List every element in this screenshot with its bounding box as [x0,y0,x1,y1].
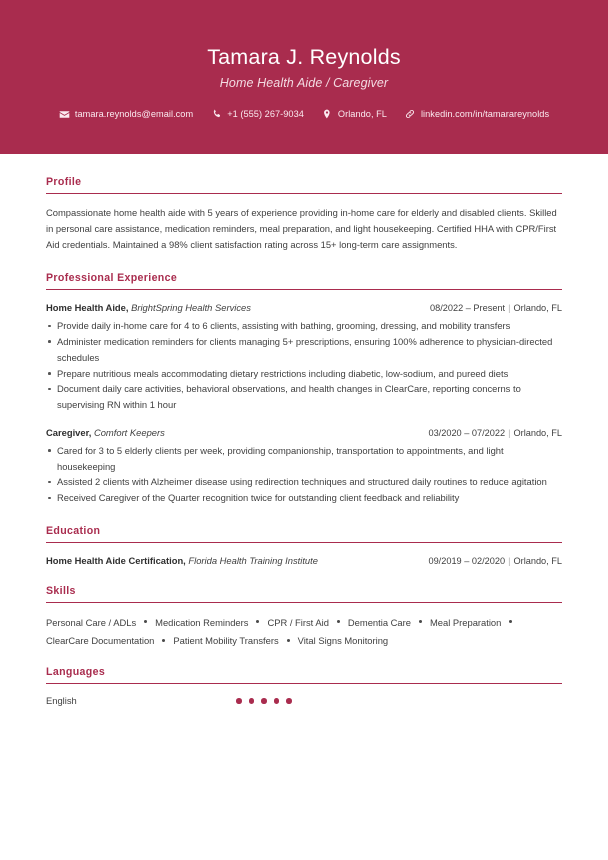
entry-organization: Florida Health Training Institute [188,554,318,566]
meta-separator: | [508,555,511,566]
contact-label: tamara.reynolds@email.com [74,109,194,120]
skill-item: Vital Signs Monitoring [297,635,389,647]
section-title-profile: Profile [46,175,82,188]
entry-bullet: Assisted 2 clients with Alzheimer disease using redirection techniques and structured daily routines to reduce agitation [46,474,562,490]
section-title-experience: Professional Experience [46,272,178,285]
phone-icon [211,109,222,120]
section-title-education: Education [46,524,101,537]
language-level-dot [261,698,267,704]
contact-item-phone[interactable] [202,109,313,120]
section-rule [46,289,562,290]
entry-location: Orlando, FL [513,427,562,438]
contact-item-envelope[interactable] [50,109,202,120]
entry-bullet: Provide daily in-home care for 4 to 6 clients, assisting with bathing, grooming, dressing, and mobility transfers [46,318,562,334]
section-education [46,525,562,569]
language-row [46,695,562,706]
skill-separator-dot [509,620,512,623]
entry-title-block [46,301,251,315]
entry-meta [428,427,562,441]
meta-separator: | [508,303,511,314]
spacer [46,506,562,525]
skill-item: Dementia Care [347,616,411,628]
language-level-dot [286,698,292,704]
contact-bar [0,109,608,120]
skill-item: Personal Care / ADLs [46,616,137,628]
entry-dates: 09/2019 – 02/2020 [428,555,506,566]
contact-item-link[interactable] [396,109,558,120]
contact-item-map-pin[interactable] [313,109,396,120]
spacer [46,569,562,585]
languages-list [46,695,562,706]
skill-separator-dot [256,620,259,623]
skill-item: Meal Preparation [429,616,502,628]
skill-item: Medication Reminders [155,616,249,628]
entry-location: Orlando, FL [513,303,562,314]
candidate-name: Tamara J. Reynolds [207,45,401,69]
language-level-dot [249,698,255,704]
experience-entry [46,301,562,413]
experience-entry [46,426,562,506]
skill-separator-dot [144,620,147,623]
language-name: English [46,695,77,707]
section-experience [46,272,562,506]
skill-separator-dot [419,620,422,623]
entry-role: Caregiver, [46,426,94,438]
entry-role: Home Health Aide Certification, [46,554,189,566]
section-rule [46,683,562,684]
entry-role: Home Health Aide, [46,302,132,314]
section-skills [46,585,562,651]
entry-meta [430,302,562,316]
entry-organization: Comfort Keepers [93,426,165,438]
skill-item: Patient Mobility Transfers [173,635,279,647]
entry-title-block [46,554,318,568]
spacer [46,253,562,272]
entry-bullet: Received Caregiver of the Quarter recognition twice for outstanding client feedback and reliability [46,490,562,506]
skill-item: ClearCare Documentation [46,635,155,647]
spacer [46,650,562,666]
map-pin-icon [322,109,333,120]
section-languages [46,666,562,706]
language-level-dot [236,698,242,704]
link-icon [405,109,416,120]
entry-bullet-list [46,318,562,413]
section-profile [46,176,562,254]
entry-header [46,554,562,569]
skill-separator-dot [337,620,340,623]
entry-organization: BrightSpring Health Services [131,302,251,314]
language-level-dots [236,698,292,704]
entry-bullet-list [46,443,562,506]
section-rule [46,602,562,603]
entry-bullet: Administer medication reminders for clients managing 5+ prescriptions, ensuring 100% adherence to physician-directed schedules [46,334,562,366]
profile-summary: Compassionate home health aide with 5 years of experience providing in-home care for elderly and disabled clients. Skilled in personal care assistance, medication reminders, meal preparation, and light housekeeping. Certified HHA with CPR/First Aid credentials. Maintained a 98% client satisfaction rating across 15+ long-term care assignments. [46,206,557,251]
skill-item: CPR / First Aid [267,616,329,628]
language-level-dot [274,698,280,704]
section-title-languages: Languages [46,666,106,679]
skill-separator-dot [162,639,165,642]
meta-separator: | [508,427,511,438]
entry-dates: 03/2020 – 07/2022 [428,427,506,438]
experience-list [46,301,562,506]
entry-bullet: Cared for 3 to 5 elderly clients per week, providing companionship, transportation to appointments, and light housekeeping [46,443,562,475]
entry-header [46,426,562,441]
resume-header [0,0,608,154]
section-rule [46,193,562,194]
education-entry [46,554,562,569]
entry-bullet: Document daily care activities, behavioral observations, and health changes in ClearCare, reporting concerns to supervising RN within 1 hour [46,381,562,413]
entry-header [46,301,562,316]
entry-dates: 08/2022 – Present [430,303,506,314]
envelope-icon [59,109,70,120]
section-title-skills: Skills [46,584,76,597]
contact-label: +1 (555) 267-9034 [227,109,304,120]
candidate-job-title: Home Health Aide / Caregiver [219,75,389,90]
skill-separator-dot [287,639,290,642]
entry-location: Orlando, FL [513,555,562,566]
contact-label: Orlando, FL [337,109,387,120]
resume-body [0,154,608,707]
skills-list [46,614,562,651]
entry-bullet: Prepare nutritious meals accommodating dietary restrictions including diabetic, low-sodium, and pureed diets [46,366,562,382]
contact-label: linkedin.com/in/tamarareynolds [420,109,550,120]
entry-title-block [46,426,165,440]
education-list [46,554,562,569]
entry-meta [428,555,562,569]
section-rule [46,542,562,543]
